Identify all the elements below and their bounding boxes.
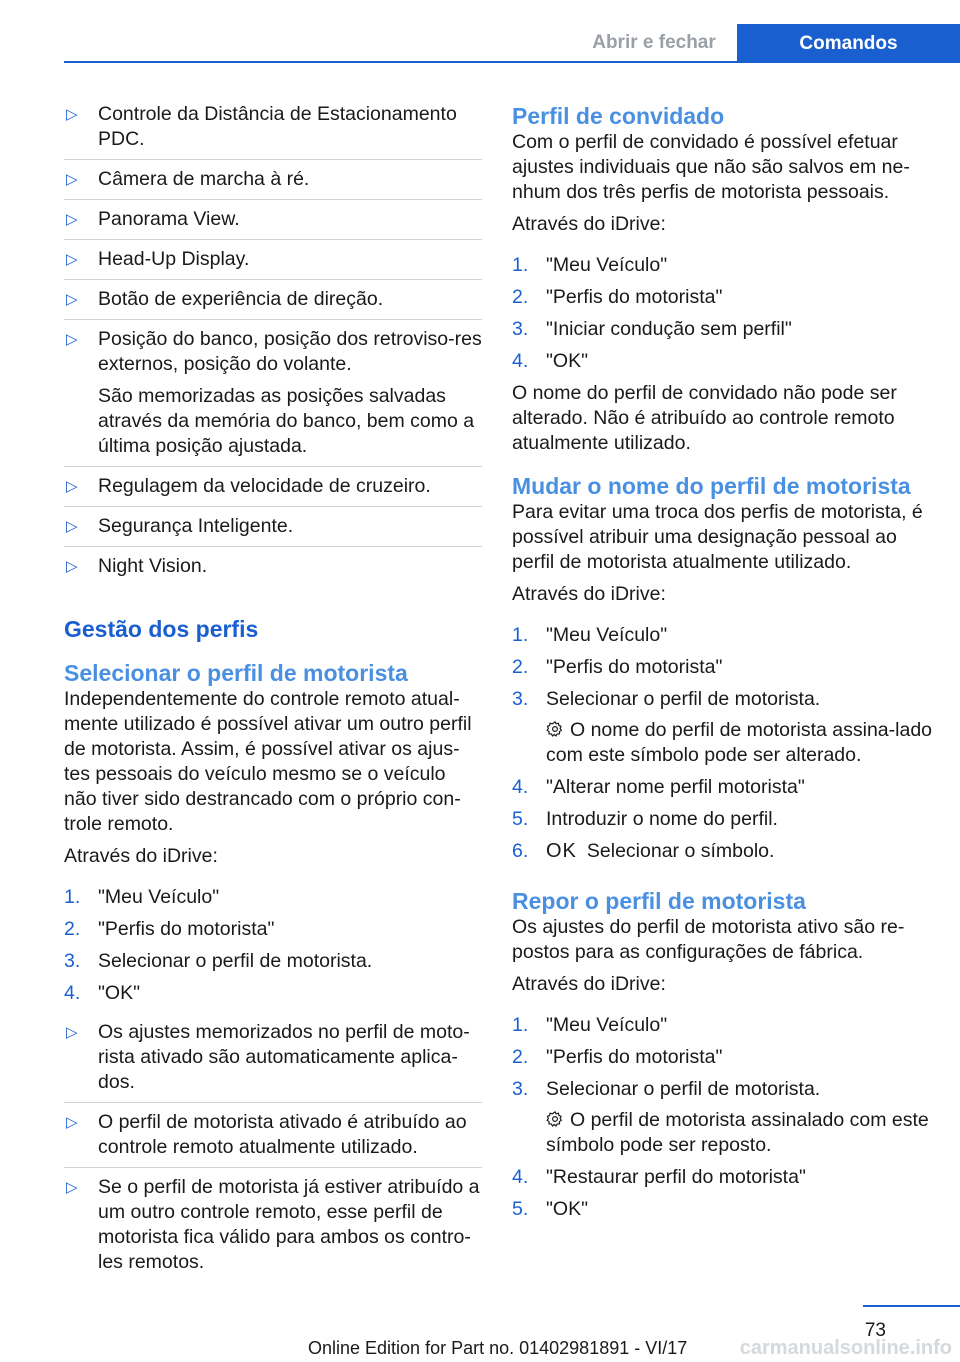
edition-footer: Online Edition for Part no. 01402981891 - VI/17 xyxy=(308,1338,688,1358)
list-item: 1. "Meu Veículo" xyxy=(64,886,220,908)
convidado-note: O nome do perfil de convidado não pode ser alterado. Não é atribuído ao controle remoto atualmente utilizado. xyxy=(512,382,897,454)
list-item: 1. "Meu Veículo" xyxy=(512,1014,668,1036)
right-column xyxy=(512,102,936,1229)
list-item: 1. "Meu Veículo" xyxy=(512,624,668,646)
via-idrive: Através do iDrive: xyxy=(512,583,666,605)
triangle-bullet-icon: ▷ xyxy=(66,558,78,575)
section-tab-abrir-e-fechar[interactable]: Abrir e fechar xyxy=(592,32,716,53)
list-item: 2. "Perfis do motorista" xyxy=(512,656,723,678)
list-item: ▷ Os ajustes memorizados no perfil de moto-rista ativado são automaticamente aplica-dos. xyxy=(64,1020,482,1103)
list-item: 3. Selecionar o perfil de motorista. O nome do perfil de motorista assina-lado com este símbolo pode ser alterado. xyxy=(512,687,936,768)
memory-list xyxy=(64,102,482,586)
list-item: 2. "Perfis do motorista" xyxy=(512,286,723,308)
triangle-bullet-icon: ▷ xyxy=(66,1179,78,1196)
triangle-bullet-icon: ▷ xyxy=(66,211,78,228)
list-item: ▷ Posição do banco, posição dos retroviso-res externos, posição do volante. São memorizadas as posições salvadas através da memória do banco, bem como a última posição ajustada. xyxy=(64,327,482,467)
list-item: ▷ Regulagem da velocidade de cruzeiro. xyxy=(64,474,482,507)
via-idrive: Através do iDrive: xyxy=(64,845,218,867)
convidado-steps xyxy=(512,253,936,374)
triangle-bullet-icon: ▷ xyxy=(66,1024,78,1041)
list-item: ▷ Head-Up Display. xyxy=(64,247,482,280)
list-item: 5. Introduzir o nome do perfil. xyxy=(512,808,778,830)
list-item: 3. Selecionar o perfil de motorista. xyxy=(64,950,373,972)
list-item: ▷ Night Vision. xyxy=(66,555,208,577)
selecionar-intro: Independentemente do controle remoto atual-mente utilizado é possível ativar um outro perfil de motorista. Assim, é possível ativar os ajus-tes pessoais do veículo mesmo se o veículo não tiver sido destrancado com o próprio con-trole remoto. xyxy=(64,688,472,835)
repor-step3-note: O perfil de motorista assinalado com este símbolo pode ser reposto. xyxy=(546,1109,929,1156)
mudar-intro: Para evitar uma troca dos perfis de motorista, é possível atribuir uma designação pessoal ao perfil de motorista atualmente utilizado. xyxy=(512,501,923,573)
list-item: ▷ Câmera de marcha à ré. xyxy=(64,167,482,200)
triangle-bullet-icon: ▷ xyxy=(66,1114,78,1131)
watermark: carmanualsonline.info xyxy=(739,1337,952,1359)
triangle-bullet-icon: ▷ xyxy=(66,106,78,123)
convidado-intro: Com o perfil de convidado é possível efetuar ajustes individuais que não são salvos em ne-nhum dos três perfis de motorista pessoais. xyxy=(512,131,910,203)
list-item: 5. "OK" xyxy=(512,1198,589,1220)
mudar-step3-note: O nome do perfil de motorista assina-lado com este símbolo pode ser alterado. xyxy=(546,719,933,766)
mudar-steps xyxy=(512,623,936,864)
left-column xyxy=(64,102,482,1289)
heading-mudar-nome: Mudar o nome do perfil de motorista xyxy=(512,473,911,499)
list-item: ▷ Controle da Distância de Estacionamento PDC. xyxy=(64,102,482,160)
list-item: 1. "Meu Veículo" xyxy=(512,254,668,276)
list-item: 2. "Perfis do motorista" xyxy=(64,918,275,940)
list-item: 4. "OK" xyxy=(64,982,141,1004)
selecionar-notes xyxy=(64,1020,482,1282)
triangle-bullet-icon: ▷ xyxy=(66,518,78,535)
selecionar-steps xyxy=(64,885,482,1006)
heading-repor-perfil: Repor o perfil de motorista xyxy=(512,888,806,914)
list-item: ▷ Botão de experiência de direção. xyxy=(64,287,482,320)
list-item: 4. "Restaurar perfil do motorista" xyxy=(512,1166,806,1188)
via-idrive: Através do iDrive: xyxy=(512,973,666,995)
list-item: 3. "Iniciar condução sem perfil" xyxy=(512,318,792,340)
triangle-bullet-icon: ▷ xyxy=(66,291,78,308)
heading-selecionar-perfil: Selecionar o perfil de motorista xyxy=(64,660,408,686)
heading-gestao-dos-perfis: Gestão dos perfis xyxy=(64,616,259,642)
list-item: 6. OK Selecionar o símbolo. xyxy=(512,840,775,862)
list-item: ▷ O perfil de motorista ativado é atribuído ao controle remoto atualmente utilizado. xyxy=(64,1110,482,1168)
gear-icon xyxy=(546,720,564,738)
list-item: ▷ Se o perfil de motorista já estiver atribuído a um outro controle remoto, esse perfil de motorista fica válido para ambos os contro-les remotos. xyxy=(66,1176,480,1273)
footer-rule xyxy=(863,1305,960,1307)
ok-icon: OK xyxy=(546,840,577,862)
page-number: 73 xyxy=(864,1320,886,1341)
triangle-bullet-icon: ▷ xyxy=(66,478,78,495)
memory-note: São memorizadas as posições salvadas através da memória do banco, bem como a última posição ajustada. xyxy=(98,385,475,457)
gear-icon xyxy=(546,1110,564,1128)
list-item: 2. "Perfis do motorista" xyxy=(512,1046,723,1068)
heading-perfil-de-convidado: Perfil de convidado xyxy=(512,103,725,129)
repor-steps xyxy=(512,1013,936,1222)
list-item: ▷ Panorama View. xyxy=(64,207,482,240)
list-item: ▷ Segurança Inteligente. xyxy=(64,514,482,547)
list-item: 3. Selecionar o perfil de motorista. O perfil de motorista assinalado com este símbolo pode ser reposto. xyxy=(512,1077,936,1158)
triangle-bullet-icon: ▷ xyxy=(66,171,78,188)
triangle-bullet-icon: ▷ xyxy=(66,331,78,348)
section-tab-comandos[interactable]: Comandos xyxy=(737,24,960,63)
list-item: 4. "Alterar nome perfil motorista" xyxy=(512,776,805,798)
repor-intro: Os ajustes do perfil de motorista ativo são re-postos para as configurações de fábrica. xyxy=(512,916,905,963)
list-item: 4. "OK" xyxy=(512,350,589,372)
triangle-bullet-icon: ▷ xyxy=(66,251,78,268)
via-idrive: Através do iDrive: xyxy=(512,213,666,235)
